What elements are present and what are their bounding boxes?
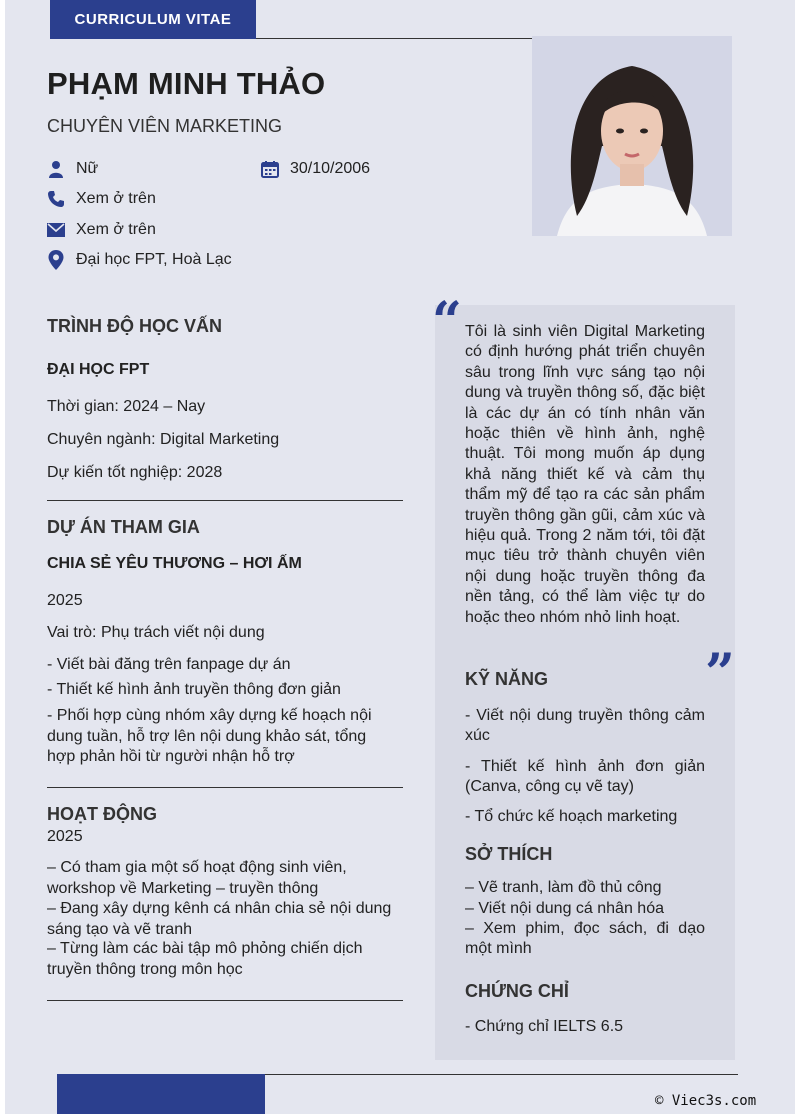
list-item: – Xem phim, đọc sách, đi dạo một mình	[465, 920, 705, 958]
list-item: – Có tham gia một số hoạt động sinh viên, workshop về Marketing – truyền thông	[47, 859, 347, 897]
person-icon	[47, 159, 65, 179]
skills-heading: KỸ NĂNG	[465, 669, 549, 689]
list-item: - Thiết kế hình ảnh truyền thông đơn giản	[47, 681, 341, 698]
address-value: Đại học FPT, Hoà Lạc	[76, 251, 232, 268]
education-graduation: Dự kiến tốt nghiệp: 2028	[47, 464, 223, 481]
divider	[47, 787, 403, 788]
gender-row	[47, 159, 98, 179]
education-heading: TRÌNH ĐỘ HỌC VẤN	[47, 316, 222, 336]
calendar-icon	[261, 159, 279, 179]
career-objective: Tôi là sinh viên Digital Marketing có định hướng phát triển chuyên sâu trong lĩnh vực sáng tạo nội dung và truyền thông số, đặc biệt là các dự án có tính nhân văn hoặc thiên về hình ảnh, nghệ thuật. Tôi mong muốn áp dụng khả năng thiết kế và cảm thụ thẩm mỹ để tạo ra các sản phẩm truyền thông gần gũi, cảm xúc và hiệu quả. Trong 2 năm tới, tôi đặt mục tiêu trở thành chuyên viên nội dung hoặc truyền thông đa nền tảng, có thể làm việc tự do hoặc theo nhóm nhỏ linh hoạt.	[465, 323, 705, 626]
divider	[47, 1000, 403, 1001]
location-pin-icon	[47, 250, 65, 270]
gender-value: Nữ	[76, 160, 99, 177]
list-item: - Phối hợp cùng nhóm xây dựng kế hoạch nội dung tuần, hỗ trợ lên nội dung khảo sát, tổng hợp phản hồi từ người nhận hỗ trợ	[47, 707, 372, 765]
list-item: - Viết nội dung truyền thông cảm xúc	[465, 707, 705, 745]
certificates-heading: CHỨNG CHỈ	[465, 981, 569, 1001]
footer-divider	[265, 1074, 738, 1075]
activities-heading: HOẠT ĐỘNG	[47, 804, 157, 824]
candidate-name: PHẠM MINH THẢO	[47, 66, 326, 101]
copyright-text: © Viec3s.com	[655, 1093, 757, 1109]
project-name: CHIA SẺ YÊU THƯƠNG – HƠI ẤM	[47, 555, 302, 572]
job-title: CHUYÊN VIÊN MARKETING	[47, 116, 283, 136]
projects-heading: DỰ ÁN THAM GIA	[47, 517, 200, 537]
list-item: – Viết nội dung cá nhân hóa	[465, 900, 664, 917]
list-item: - Viết bài đăng trên fanpage dự án	[47, 656, 291, 673]
cv-header-tab: CURRICULUM VITAE	[50, 0, 256, 39]
list-item: – Từng làm các bài tập mô phỏng chiến dịch truyền thông trong môn học	[47, 940, 363, 978]
list-item: - Chứng chỉ IELTS 6.5	[465, 1018, 624, 1035]
phone-icon	[47, 189, 65, 209]
project-role: Vai trò: Phụ trách viết nội dung	[47, 624, 265, 641]
birthdate-value: 30/10/2006	[290, 160, 371, 177]
activities-year: 2025	[47, 828, 83, 845]
project-year: 2025	[47, 592, 83, 609]
email-row	[47, 220, 156, 240]
list-item: - Tổ chức kế hoạch marketing	[465, 808, 678, 825]
address-row	[47, 250, 232, 270]
email-value: Xem ở trên	[76, 221, 156, 238]
education-time: Thời gian: 2024 – Nay	[47, 398, 206, 415]
footer-tab	[57, 1074, 265, 1114]
hobbies-heading: SỞ THÍCH	[465, 844, 553, 864]
school-name: ĐẠI HỌC FPT	[47, 361, 150, 378]
envelope-icon	[47, 220, 65, 240]
header-divider	[256, 38, 532, 39]
phone-value: Xem ở trên	[76, 190, 156, 207]
close-quote-icon: ”	[705, 643, 735, 704]
birthdate-row	[261, 159, 370, 179]
divider	[47, 500, 403, 501]
education-major: Chuyên ngành: Digital Marketing	[47, 431, 280, 448]
list-item: – Đang xây dựng kênh cá nhân chia sẻ nội dung sáng tạo và vẽ tranh	[47, 900, 392, 938]
list-item: – Vẽ tranh, làm đồ thủ công	[465, 879, 662, 896]
phone-row	[47, 189, 156, 209]
open-quote-icon: “	[432, 291, 462, 352]
list-item: - Thiết kế hình ảnh đơn giản (Canva, công cụ vẽ tay)	[465, 758, 705, 796]
profile-photo	[532, 36, 732, 236]
